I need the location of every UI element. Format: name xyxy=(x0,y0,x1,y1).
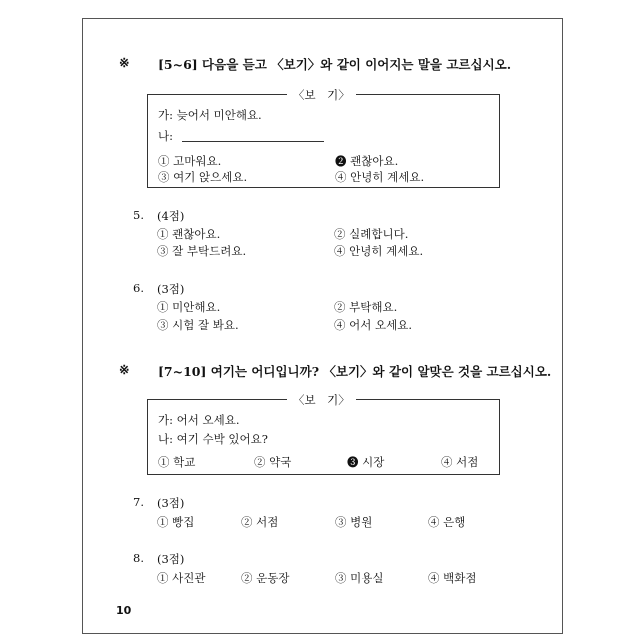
example1-line1: 가: 늦어서 미안해요. xyxy=(158,108,262,122)
q5-option-1: ① 괜찮아요. xyxy=(157,227,221,241)
section1-marker: ※ xyxy=(119,55,130,70)
q6-option-2: ② 부탁해요. xyxy=(334,300,398,314)
example2-option-1: ① 학교 xyxy=(158,455,196,469)
q8-points: (3점) xyxy=(157,552,185,566)
example-box-1 xyxy=(147,88,500,188)
q7-option-4: ④ 은행 xyxy=(428,515,466,529)
q5-option-2: ② 실례합니다. xyxy=(334,227,409,241)
q8-number: 8. xyxy=(133,551,144,565)
q7-option-2: ② 서점 xyxy=(241,515,279,529)
q7-option-3: ③ 병원 xyxy=(335,515,373,529)
example1-option-4: ④ 안녕히 계세요. xyxy=(335,170,425,184)
example2-option-2: ② 약국 xyxy=(254,455,292,469)
example2-line2: 나: 여기 수박 있어요? xyxy=(158,432,268,446)
q7-points: (3점) xyxy=(157,496,185,510)
example1-option-1: ① 고마워요. xyxy=(158,154,222,168)
q6-number: 6. xyxy=(133,281,144,295)
q5-number: 5. xyxy=(133,208,144,222)
q7-number: 7. xyxy=(133,495,144,509)
page-number: 10 xyxy=(116,604,132,617)
example2-line1: 가: 어서 오세요. xyxy=(158,413,240,427)
section1-heading: [5~6] 다음을 듣고 〈보기〉와 같이 이어지는 말을 고르십시오. xyxy=(158,57,512,72)
section2-marker: ※ xyxy=(119,362,130,377)
answer-blank-line xyxy=(182,141,324,142)
q8-option-2: ② 운동장 xyxy=(241,571,290,585)
section2-heading: [7~10] 여기는 어디입니까? 〈보기〉와 같이 알맞은 것을 고르십시오. xyxy=(158,364,552,379)
q8-option-1: ① 사진관 xyxy=(157,571,206,585)
q5-points: (4점) xyxy=(157,209,185,223)
example1-option-2: ❷ 괜찮아요. xyxy=(335,154,399,168)
example2-option-3: ❸ 시장 xyxy=(347,455,385,469)
q6-option-4: ④ 어서 오세요. xyxy=(334,318,413,332)
q8-option-4: ④ 백화점 xyxy=(428,571,477,585)
q7-option-1: ① 빵집 xyxy=(157,515,195,529)
q5-option-3: ③ 잘 부탁드려요. xyxy=(157,244,247,258)
example-box-2-title: 〈보 기〉 xyxy=(287,392,356,408)
example-box-1-title: 〈보 기〉 xyxy=(287,87,356,103)
q5-option-4: ④ 안녕히 계세요. xyxy=(334,244,424,258)
q8-option-3: ③ 미용실 xyxy=(335,571,384,585)
example-box-2 xyxy=(147,393,500,475)
q6-option-3: ③ 시험 잘 봐요. xyxy=(157,318,239,332)
q6-points: (3점) xyxy=(157,282,185,296)
example1-option-3: ③ 여기 앉으세요. xyxy=(158,170,248,184)
example2-option-4: ④ 서점 xyxy=(441,455,479,469)
example1-line2: 나: xyxy=(158,129,173,143)
exam-page xyxy=(82,18,563,634)
q6-option-1: ① 미안해요. xyxy=(157,300,221,314)
